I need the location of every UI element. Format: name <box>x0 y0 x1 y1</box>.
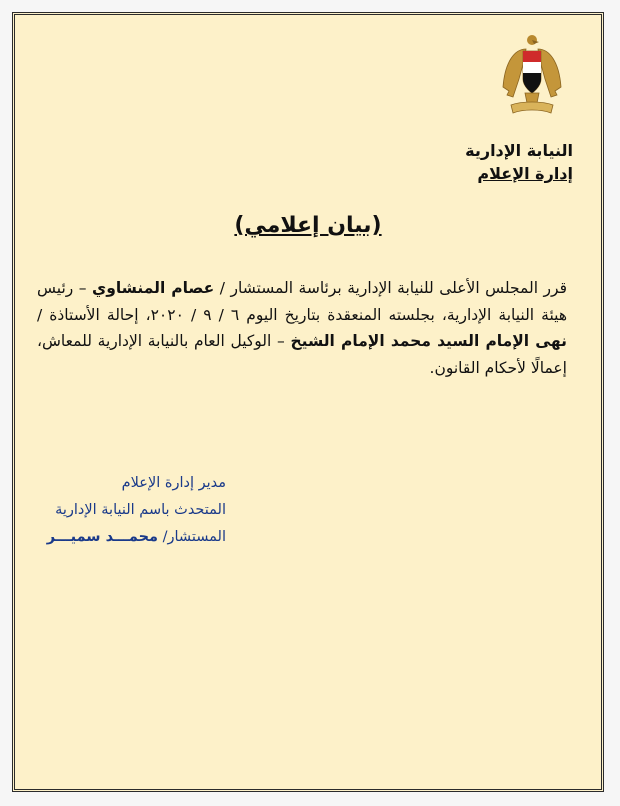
eagle-emblem-icon <box>501 31 563 119</box>
statement-page <box>12 12 604 792</box>
referred-person-name: نهى الإمام السيد محمد الإمام الشيخ <box>290 332 567 350</box>
statement-text-part2: – رئيس هيئة النيابة الإدارية، بجلسته المنعقدة بتاريخ اليوم ٦ / ٩ / ٢٠٢٠، إحالة الأستاذة / <box>37 279 568 324</box>
department-name: إدارة الإعلام <box>477 164 573 183</box>
signature-line-1: مدير إدارة الإعلام <box>121 475 226 491</box>
signature-block <box>47 470 226 551</box>
signature-name: محمـــد سميـــر <box>46 529 158 545</box>
statement-text-part3: – الوكيل العام بالنيابة الإدارية للمعاش، إعمالًا لأحكام القانون. <box>37 332 567 377</box>
statement-text-part1: قرر المجلس الأعلى للنيابة الإدارية برئاسة المستشار / <box>214 279 567 297</box>
statement-body <box>37 275 567 381</box>
signature-name-line <box>47 524 226 551</box>
signature-title-prefix: المستشار/ <box>158 529 226 545</box>
statement-title-wrap <box>15 213 601 238</box>
organization-heading <box>465 139 573 185</box>
statement-title: (بيان إعلامي) <box>234 213 382 238</box>
org-name: النيابة الإدارية <box>465 141 573 160</box>
signature-line-2: المتحدث باسم النيابة الإدارية <box>55 502 226 518</box>
chairman-name: عصام المنشاوي <box>91 279 215 297</box>
